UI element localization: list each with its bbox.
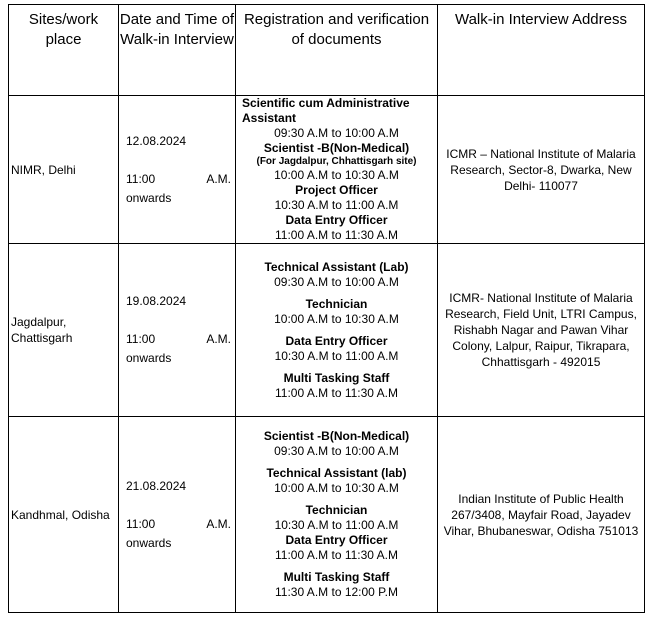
- address-cell: ICMR – National Institute of Malaria Research, Sector-8, Dwarka, New Delhi- 110077: [438, 96, 645, 244]
- post-name: Technical Assistant (lab): [266, 466, 407, 480]
- table-row: [9, 244, 645, 417]
- post-name: Data Entry Officer: [285, 213, 388, 227]
- datetime-cell: [119, 96, 236, 244]
- slot-time: 09:30 A.M to 10:00 A.M: [274, 126, 399, 140]
- registration-cell: [236, 244, 438, 417]
- post-name: Multi Tasking Staff: [283, 570, 390, 584]
- post-name: Technician: [305, 503, 368, 517]
- interview-time-line: [126, 170, 231, 189]
- slot-time: 11:00 A.M to 11:30 A.M: [275, 385, 398, 400]
- address-cell: ICMR- National Institute of Malaria Research, Field Unit, LTRI Campus, Rishabh Nagar and Pawan Vihar Colony, Lalpur, Raipur, Tikrapara, Chhattisgarh - 492015: [438, 244, 645, 417]
- post-name: Technician: [305, 296, 368, 311]
- post-name: Scientist -B(Non-Medical): [263, 429, 410, 443]
- slot-time: 10:30 A.M to 11:00 A.M: [274, 198, 399, 212]
- interview-ampm: A.M.: [206, 332, 231, 346]
- interview-date: 19.08.2024: [126, 294, 187, 308]
- registration-cell: [236, 96, 438, 244]
- registration-cell: [236, 417, 438, 613]
- table-row: [9, 96, 645, 244]
- slot-time: 11:00 A.M to 11:30 A.M: [275, 228, 398, 242]
- datetime-cell: [119, 244, 236, 417]
- interview-ampm: A.M.: [206, 516, 231, 531]
- post-note: (For Jagdalpur, Chhattisgarh site): [256, 156, 417, 167]
- slot-time: 11:30 A.M to 12:00 P.M: [275, 585, 398, 599]
- header-datetime: Date and Time of Walk-in Interview: [119, 5, 236, 96]
- site-cell: Kandhmal, Odisha: [9, 417, 119, 613]
- header-registration: Registration and verification of documents: [236, 5, 438, 96]
- header-address: Walk-in Interview Address: [438, 5, 645, 96]
- slot-time: 10:30 A.M to 11:00 A.M: [274, 518, 399, 532]
- post-name: Multi Tasking Staff: [283, 370, 390, 385]
- interview-time-line: [126, 330, 231, 349]
- slot-time: 09:30 A.M to 10:00 A.M: [274, 274, 399, 289]
- post-name: Data Entry Officer: [285, 333, 388, 348]
- slot-time: 10:00 A.M to 10:30 A.M: [274, 481, 399, 495]
- interview-date: 21.08.2024: [126, 478, 187, 493]
- site-cell: Jagdalpur, Chattisgarh: [9, 244, 119, 417]
- interview-time: 11:00: [126, 516, 156, 531]
- interview-time-line: [126, 515, 231, 534]
- table-row: [9, 417, 645, 613]
- interview-onwards: onwards: [126, 190, 172, 205]
- walk-in-interview-table: [8, 4, 645, 613]
- interview-ampm: A.M.: [206, 171, 231, 186]
- interview-time: 11:00: [126, 332, 156, 346]
- header-row: [9, 5, 645, 96]
- post-name: Data Entry Officer: [285, 533, 388, 547]
- slot-time: 11:00 A.M to 11:30 A.M: [275, 548, 398, 562]
- interview-date: 12.08.2024: [126, 133, 187, 148]
- interview-onwards: onwards: [126, 535, 172, 550]
- slot-time: 10:00 A.M to 10:30 A.M: [274, 168, 399, 182]
- interview-time: 11:00: [126, 171, 156, 186]
- datetime-cell: [119, 417, 236, 613]
- post-name: Scientific cum Administrative Assistant: [242, 96, 410, 125]
- post-name: Project Officer: [295, 183, 378, 197]
- interview-onwards: onwards: [126, 351, 172, 365]
- post-name: Scientist -B(Non-Medical): [263, 141, 410, 155]
- slot-time: 10:30 A.M to 11:00 A.M: [274, 348, 399, 363]
- slot-time: 10:00 A.M to 10:30 A.M: [274, 311, 399, 326]
- site-cell: NIMR, Delhi: [9, 96, 119, 244]
- address-cell: Indian Institute of Public Health 267/3408, Mayfair Road, Jayadev Vihar, Bhubaneswar, Odisha 751013: [438, 417, 645, 613]
- header-site: Sites/work place: [9, 5, 119, 96]
- slot-time: 09:30 A.M to 10:00 A.M: [274, 444, 399, 458]
- post-name: Technical Assistant (Lab): [264, 259, 409, 274]
